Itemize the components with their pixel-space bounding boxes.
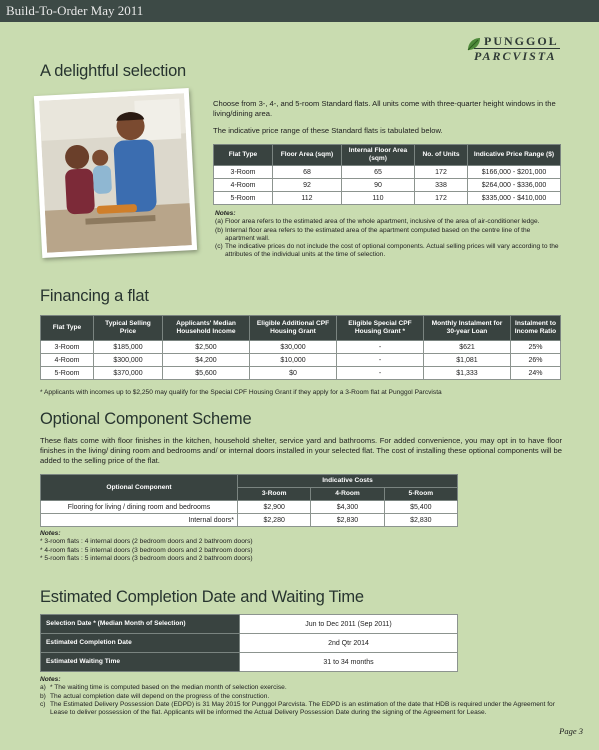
table-row bbox=[41, 634, 458, 653]
table-cell: $2,830 bbox=[384, 514, 457, 527]
note-item: * 5-room flats : 5 internal doors (3 bedroom doors and 2 bathroom doors) bbox=[40, 554, 253, 562]
table-row bbox=[41, 367, 561, 380]
table-cell: 24% bbox=[511, 367, 561, 380]
table-header: Indicative Price Range ($) bbox=[468, 145, 561, 166]
table-cell: $5,600 bbox=[163, 367, 250, 380]
table-cell: 2nd Qtr 2014 bbox=[240, 634, 458, 653]
table-cell: $2,900 bbox=[238, 501, 311, 514]
table-cell: 172 bbox=[415, 192, 468, 205]
row-label: Selection Date * (Median Month of Selection) bbox=[41, 615, 240, 634]
table-cell: $335,000 - $410,000 bbox=[468, 192, 561, 205]
note-item: * 3-room flats : 4 internal doors (2 bedroom doors and 2 bathroom doors) bbox=[40, 538, 253, 546]
intro-paragraph-1: Choose from 3-, 4-, and 5-room Standard flats. All units come with three-quarter height windows in the living/dining area. bbox=[213, 99, 556, 118]
table-cell: $30,000 bbox=[250, 341, 337, 354]
table-row bbox=[41, 354, 561, 367]
header-title: Build-To-Order May 2011 bbox=[6, 3, 144, 18]
notes-title: Notes: bbox=[40, 676, 61, 683]
note-item: (c) The indicative prices do not include the cost of optional components. Actual selling prices will vary according to the attributes of the individual units at the time of selection. bbox=[215, 243, 559, 259]
page-number: Page 3 bbox=[559, 726, 583, 736]
table-row bbox=[41, 514, 458, 527]
table-cell: 25% bbox=[511, 341, 561, 354]
table-cell: 68 bbox=[273, 166, 342, 179]
table-header: Internal Floor Area (sqm) bbox=[342, 145, 415, 166]
notes-title: Notes: bbox=[40, 530, 61, 537]
table-header: 3-Room bbox=[238, 488, 311, 501]
table-cell: 31 to 34 months bbox=[240, 653, 458, 672]
price-range-table bbox=[213, 144, 561, 205]
table-cell: $2,280 bbox=[238, 514, 311, 527]
table-row bbox=[214, 192, 561, 205]
table-cell: $5,400 bbox=[384, 501, 457, 514]
section-title-optional: Optional Component Scheme bbox=[40, 410, 252, 428]
table-header: Instalment to Income Ratio bbox=[511, 316, 561, 341]
table-cell: $4,200 bbox=[163, 354, 250, 367]
row-label: Estimated Completion Date bbox=[41, 634, 240, 653]
table-cell: Flooring for living / dining room and bedrooms bbox=[41, 501, 238, 514]
optional-paragraph: These flats come with floor finishes in the kitchen, household shelter, service yard and bathrooms. For added convenience, you may opt in to have floor finishes in the living/ dining room and bedrooms and/ or internal doors installed in your selected flat. The cost of installing these optional components will be added to the selling price of the flat. bbox=[40, 436, 562, 465]
table-cell: - bbox=[337, 367, 424, 380]
table-cell: $0 bbox=[250, 367, 337, 380]
table-cell: 112 bbox=[273, 192, 342, 205]
table-header: Applicants' Median Household Income bbox=[163, 316, 250, 341]
intro-paragraph-2: The indicative price range of these Standard flats is tabulated below. bbox=[213, 126, 443, 135]
table-row bbox=[214, 166, 561, 179]
table-cell: Jun to Dec 2011 (Sep 2011) bbox=[240, 615, 458, 634]
table-header: Eligible Special CPF Housing Grant * bbox=[337, 316, 424, 341]
table-cell: 4-Room bbox=[41, 354, 94, 367]
table-cell: $300,000 bbox=[94, 354, 163, 367]
note-item: a) * The waiting time is computed based on the median month of selection exercise. bbox=[40, 684, 287, 692]
table-cell: 4-Room bbox=[214, 179, 273, 192]
completion-notes bbox=[40, 676, 562, 717]
notes-title: Notes: bbox=[215, 210, 236, 217]
row-label: Estimated Waiting Time bbox=[41, 653, 240, 672]
table-cell: 5-Room bbox=[214, 192, 273, 205]
table-cell: $264,000 - $336,000 bbox=[468, 179, 561, 192]
table-cell: Internal doors* bbox=[41, 514, 238, 527]
table-header-row bbox=[214, 145, 561, 166]
table-cell: 90 bbox=[342, 179, 415, 192]
table-cell: 172 bbox=[415, 166, 468, 179]
table-cell: 3-Room bbox=[214, 166, 273, 179]
table-header: Typical Selling Price bbox=[94, 316, 163, 341]
header-bar bbox=[0, 0, 599, 22]
table-cell: 26% bbox=[511, 354, 561, 367]
table-cell: $370,000 bbox=[94, 367, 163, 380]
section-title-financing: Financing a flat bbox=[40, 287, 149, 305]
table-header-row bbox=[41, 316, 561, 341]
section-title-delightful: A delightful selection bbox=[40, 62, 187, 80]
table-cell: 110 bbox=[342, 192, 415, 205]
note-item: (b) Internal floor area refers to the estimated area of the apartment computed based on the centre line of the apartment wall. bbox=[215, 226, 531, 242]
table-cell: - bbox=[337, 354, 424, 367]
table-row bbox=[214, 179, 561, 192]
table-header: Flat Type bbox=[41, 316, 94, 341]
price-notes bbox=[215, 210, 560, 260]
table-cell: $4,300 bbox=[311, 501, 384, 514]
note-item: c) The Estimated Delivery Possession Date (EDPD) is 31 May 2015 for Punggol Parcvista. The EDPD is an estimation of the date that HDB is required under the Agreement for Lease to deliver possession of the flat. Applicants will be informed the Actual Delivery Possession Date during the signing of the Agreement for Lease. bbox=[40, 700, 555, 717]
table-header: 4-Room bbox=[311, 488, 384, 501]
table-cell: $10,000 bbox=[250, 354, 337, 367]
table-row bbox=[41, 341, 561, 354]
table-header: Floor Area (sqm) bbox=[273, 145, 342, 166]
table-header: 5-Room bbox=[384, 488, 457, 501]
table-cell: 92 bbox=[273, 179, 342, 192]
table-row bbox=[41, 653, 458, 672]
table-cell: 3-Room bbox=[41, 341, 94, 354]
table-header: Monthly Instalment for 30-year Loan bbox=[424, 316, 511, 341]
table-cell: $621 bbox=[424, 341, 511, 354]
table-cell: $185,000 bbox=[94, 341, 163, 354]
table-row bbox=[41, 501, 458, 514]
optional-component-table bbox=[40, 474, 458, 527]
table-cell: 65 bbox=[342, 166, 415, 179]
note-item: b) The actual completion date will depend on the progress of the construction. bbox=[40, 692, 270, 700]
table-cell: $1,333 bbox=[424, 367, 511, 380]
table-cell: 338 bbox=[415, 179, 468, 192]
table-cell: - bbox=[337, 341, 424, 354]
table-cell: $2,500 bbox=[163, 341, 250, 354]
financing-footnote: * Applicants with incomes up to $2,250 may qualify for the Special CPF Housing Grant if they apply for a 3-Room flat at Punggol Parcvista bbox=[40, 389, 442, 396]
table-header: Eligible Additional CPF Housing Grant bbox=[250, 316, 337, 341]
punggol-parcvista-logo bbox=[466, 34, 566, 68]
table-cell: $1,081 bbox=[424, 354, 511, 367]
table-header: Optional Component bbox=[41, 475, 238, 501]
table-cell: $2,830 bbox=[311, 514, 384, 527]
table-header: No. of Units bbox=[415, 145, 468, 166]
table-header: Indicative Costs bbox=[238, 475, 458, 488]
financing-table bbox=[40, 315, 561, 380]
logo-line2: PARCVISTA bbox=[474, 49, 557, 63]
family-kitchen-photo bbox=[34, 88, 197, 258]
table-row bbox=[41, 615, 458, 634]
table-cell: 5-Room bbox=[41, 367, 94, 380]
optional-notes bbox=[40, 530, 440, 563]
section-title-completion: Estimated Completion Date and Waiting Time bbox=[40, 588, 364, 606]
note-item: * 4-room flats : 5 internal doors (3 bedroom doors and 2 bathroom doors) bbox=[40, 546, 253, 554]
table-header: Flat Type bbox=[214, 145, 273, 166]
table-cell: $166,000 - $201,000 bbox=[468, 166, 561, 179]
note-item: (a) Floor area refers to the estimated area of the whole apartment, inclusive of the area of air-conditioner ledge. bbox=[215, 218, 540, 226]
logo-line1: PUNGGOL bbox=[484, 34, 559, 48]
table-header-row bbox=[41, 475, 458, 488]
completion-table bbox=[40, 614, 458, 672]
